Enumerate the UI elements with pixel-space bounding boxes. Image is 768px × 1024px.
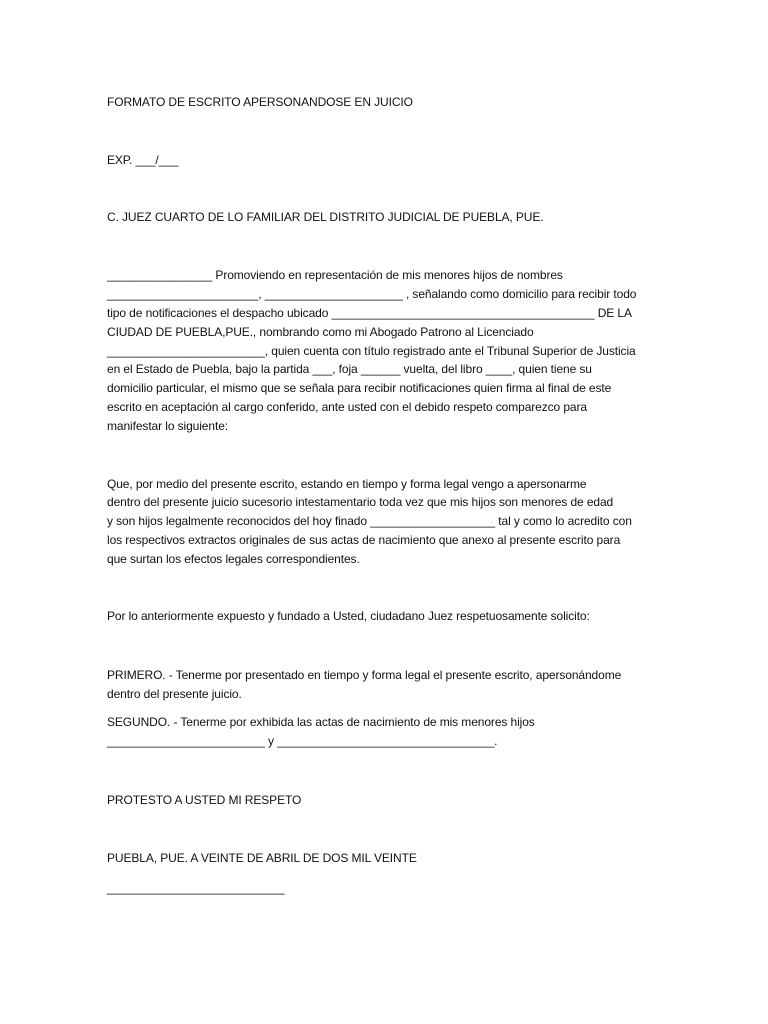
addressee: C. JUEZ CUARTO DE LO FAMILIAR DEL DISTRITO JUDICIAL DE PUEBLA, PUE. <box>107 210 544 224</box>
paragraph-line: _______________________, _____________________ , señalando como domicilio para recibir todo <box>107 287 637 301</box>
expediente-number: EXP. ___/___ <box>107 153 179 167</box>
paragraph-line: que surtan los efectos legales correspondientes. <box>107 552 360 566</box>
paragraph-solicitud: Por lo anteriormente expuesto y fundado a Usted, ciudadano Juez respetuosamente solicito: <box>107 609 590 623</box>
protesto-line: PROTESTO A USTED MI RESPETO <box>107 793 302 807</box>
paragraph-line: Que, por medio del presente escrito, estando en tiempo y forma legal vengo a apersonarme <box>107 477 587 491</box>
paragraph-line: escrito en aceptación al cargo conferido, ante usted con el debido respeto comparezco para <box>107 400 587 414</box>
paragraph-line: ________________ Promoviendo en representación de mis menores hijos de nombres <box>107 268 563 282</box>
paragraph-line: manifestar lo siguiente: <box>107 419 228 433</box>
paragraph-line: domicilio particular, el mismo que se señala para recibir notificaciones quien firma al final de este <box>107 381 612 395</box>
paragraph-line: dentro del presente juicio. <box>107 687 242 701</box>
place-date-line: PUEBLA, PUE. A VEINTE DE ABRIL DE DOS MIL VEINTE <box>107 851 417 865</box>
paragraph-line: ________________________, quien cuenta con título registrado ante el Tribunal Superior de Justicia <box>107 344 636 358</box>
paragraph-line: SEGUNDO. - Tenerme por exhibida las actas de nacimiento de mis menores hijos <box>107 715 535 729</box>
paragraph-line: tipo de notificaciones el despacho ubicado ________________________________________ DE LA <box>107 306 632 320</box>
paragraph-line: los respectivos extractos originales de sus actas de nacimiento que anexo al presente escrito para <box>107 533 621 547</box>
paragraph-line: dentro del presente juicio sucesorio intestamentario toda vez que mis hijos son menores de edad <box>107 495 614 509</box>
signature-line: ___________________________ <box>107 881 285 895</box>
paragraph-line: y son hijos legalmente reconocidos del hoy finado ___________________ tal y como lo acredito con <box>107 514 632 528</box>
paragraph-line: ________________________ y _________________________________. <box>107 734 498 748</box>
paragraph-line: en el Estado de Puebla, bajo la partida ___, foja ______ vuelta, del libro ____, quien tiene su <box>107 362 592 376</box>
paragraph-line: PRIMERO. - Tenerme por presentado en tiempo y forma legal el presente escrito, apersonándome <box>107 668 622 682</box>
document-title: FORMATO DE ESCRITO APERSONANDOSE EN JUICIO <box>107 95 413 109</box>
paragraph-line: CIUDAD DE PUEBLA,PUE., nombrando como mi Abogado Patrono al Licenciado <box>107 325 534 339</box>
